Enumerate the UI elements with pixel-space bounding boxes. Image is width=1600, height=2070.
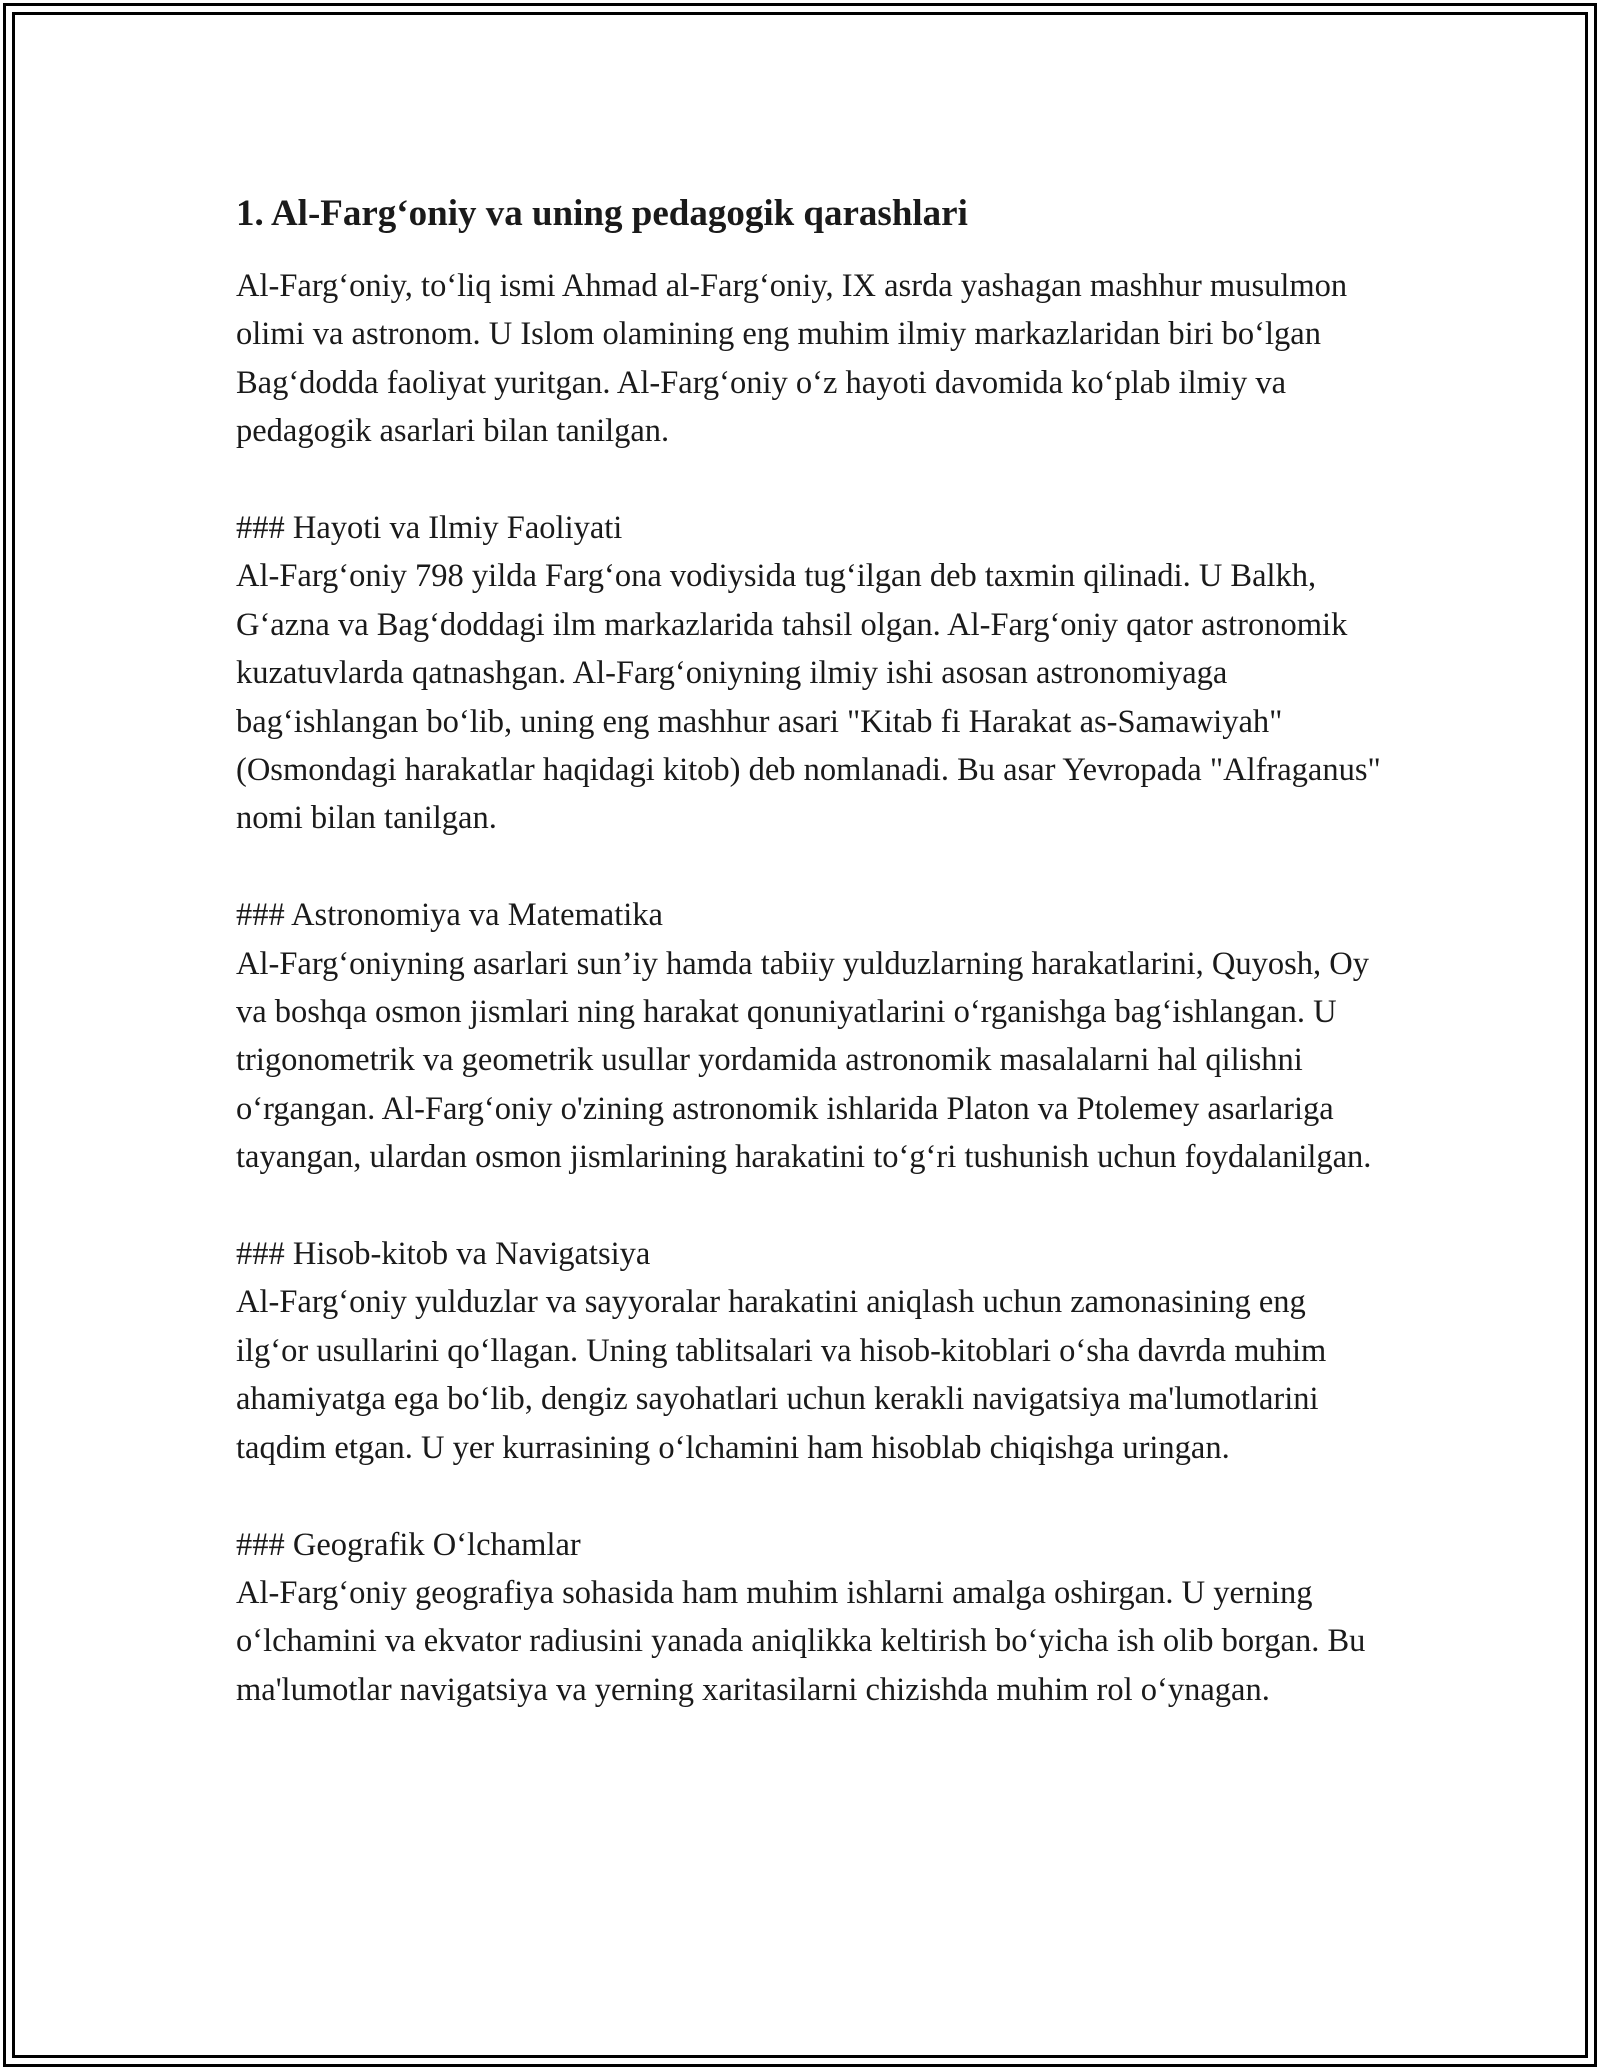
- section-heading: ### Hayoti va Ilmiy Faoliyati: [236, 510, 623, 547]
- document-title: 1. Al-Farg‘oniy va uning pedagogik qarashlari: [236, 193, 968, 234]
- section-body: Al-Farg‘oniy geografiya sohasida ham muhim ishlarni amalga oshirgan. U yerning o‘lchamini va ekvator radiusini yanada aniqlikka keltirish bo‘yicha ish olib borgan. Bu ma'lumotlar navigatsiya va yerning xaritasilarni chizishda muhim rol o‘ynagan.: [236, 1574, 1366, 1708]
- intro-paragraph: Al-Farg‘oniy, to‘liq ismi Ahmad al-Farg‘oniy, IX asrda yashagan mashhur musulmon olimi va astronom. U Islom olamining eng muhim ilmiy markazlaridan biri bo‘lgan Bag‘dodda faoliyat yuritgan. Al-Farg‘oniy o‘z hayoti davomida ko‘plab ilmiy va pedagogik asarlari bilan tanilgan.: [236, 268, 1348, 450]
- document-content: [236, 184, 1384, 1763]
- section-body: Al-Farg‘oniyning asarlari sun’iy hamda tabiiy yulduzlarning harakatlarini, Quyosh, Oy va boshqa osmon jismlari ning harakat qonuniyatlarini o‘rganishga bag‘ishlangan. U trigonometrik va geometrik usullar yordamida astronomik masalalarni hal qilishni o‘rgangan. Al-Farg‘oniy o'zining astronomik ishlarida Platon va Ptolemey asarlariga tayangan, ulardan osmon jismlarining harakatini to‘g‘ri tushunish uchun foydalanilgan.: [236, 945, 1372, 1176]
- section-body: Al-Farg‘oniy yulduzlar va sayyoralar harakatini aniqlash uchun zamonasining eng ilg‘or usullarini qo‘llagan. Uning tablitsalari va hisob-kitoblari o‘sha davrda muhim ahamiyatga ega bo‘lib, dengiz sayohatlari uchun kerakli navigatsiya ma'lumotlarini taqdim etgan. U yer kurrasining o‘lchamini ham hisoblab chiqishga uringan.: [236, 1284, 1327, 1466]
- section-hayoti: [236, 504, 1384, 843]
- section-heading: ### Geografik O‘lchamlar: [236, 1526, 581, 1563]
- section-geografik: [236, 1521, 1384, 1715]
- section-heading: ### Hisob-kitob va Navigatsiya: [236, 1236, 651, 1273]
- section-heading: ### Astronomiya va Matematika: [236, 897, 663, 934]
- section-astronomiya: [236, 891, 1384, 1181]
- section-body: Al-Farg‘oniy 798 yilda Farg‘ona vodiysida tug‘ilgan deb taxmin qilinadi. U Balkh, G‘azna va Bag‘doddagi ilm markazlarida tahsil olgan. Al-Farg‘oniy qator astronomik kuzatuvlarda qatnashgan. Al-Farg‘oniyning ilmiy ishi asosan astronomiyaga bag‘ishlangan bo‘lib, uning eng mashhur asari "Kitab fi Harakat as-Samawiyah" (Osmondagi harakatlar haqidagi kitob) deb nomlanadi. Bu asar Yevropada "Alfraganus" nomi bilan tanilgan.: [236, 558, 1381, 837]
- section-hisob-kitob: [236, 1230, 1384, 1472]
